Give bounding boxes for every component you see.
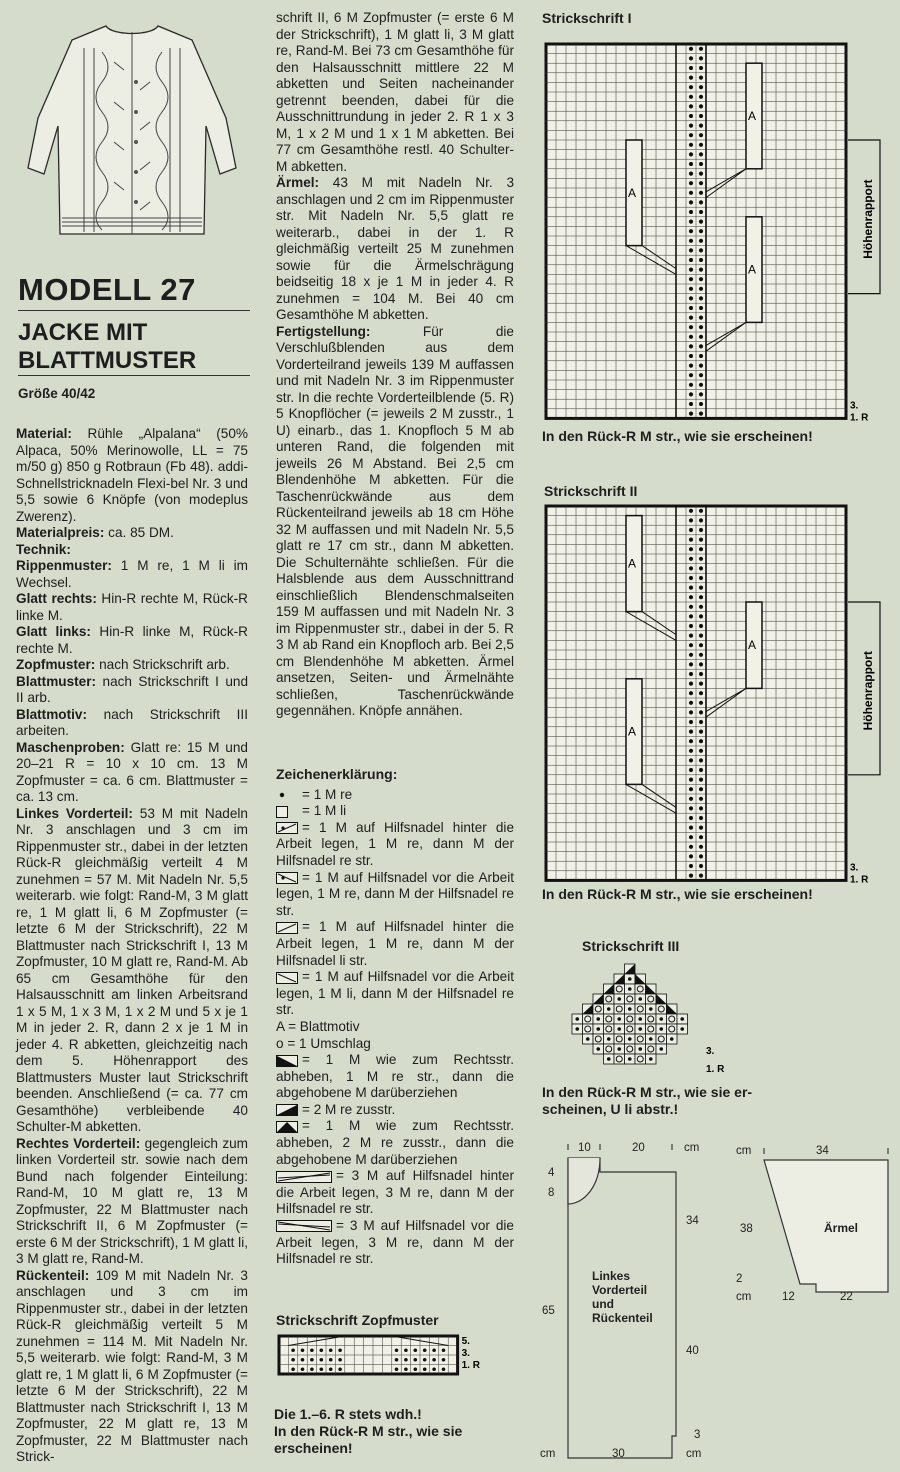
chart3-caption-line-1: In den Rück-R M str., wie sie er-	[542, 1084, 753, 1100]
knit-dot	[680, 1017, 684, 1021]
zopf-row-label: 5.	[461, 1336, 470, 1347]
dim-bottom-cm-left: cm	[540, 1448, 556, 1460]
paragraph-heading: Ärmel:	[276, 175, 320, 190]
dim-left-65: 65	[542, 1305, 555, 1317]
col1-paragraph	[16, 1136, 248, 1268]
pattern-front-back	[540, 1136, 720, 1468]
paragraph-heading: Material:	[16, 426, 72, 441]
motif-a-label: A	[628, 556, 637, 571]
legend-text: = 1 M auf Hilfsnadel hinter die Arbeit legen, 1 M re, dann M der Hilfsnadel re str.	[276, 819, 514, 868]
dim-bottom-cm-right: cm	[686, 1448, 702, 1460]
legend-item	[276, 1036, 514, 1053]
chart3-caption-line-2: scheinen, U li abstr.!	[542, 1101, 679, 1117]
legend-item	[276, 919, 514, 969]
zopf-chart-title: Strickschrift Zopfmuster	[276, 1312, 439, 1328]
legend-text: A = Blattmotiv	[276, 1018, 360, 1034]
knit-dot	[628, 1007, 632, 1011]
legend-text: = 1 M wie zum Rechtsstr. abheben, 2 M re zusstr., dann die abgehobene M darüberziehen	[276, 1118, 514, 1167]
col1-paragraph	[16, 740, 248, 806]
dim-bottom-30: 30	[612, 1448, 625, 1460]
knit-dot	[680, 1027, 684, 1031]
knit-dot	[628, 977, 632, 981]
paragraph-text: schrift II, 6 M Zopfmuster (= erste 6 M der Strickschrift), 1 M glatt li, 3 M glatt re, Rand-M. Bei 73 cm Gesamthöhe für den Halsausschnitt mittlere 22 M abketten und Seiten nacheinander getrennt beenden, dabei für die Ausschnittrundung in jeder 2. R 1 x 3 M, 1 x 2 M und 1 x 1 M abketten. Bei 77 cm Gesamthöhe restl. 40 Schulter-M abketten.	[276, 10, 514, 174]
legend-symbol-icon	[276, 1171, 332, 1183]
paragraph-text: 43 M mit Nadeln Nr. 3 anschlagen und 2 cm im Rippenmuster str. Mit Nadeln Nr. 5,5 glatt re weiterarb., dabei in der 1. R gleichmäßig verteilt 25 M zunehmen sowie für die Ärmelschrägung beidseitig 18 x je 1 M in jeder 4. R zunehmen = 104 M. Bei 40 cm Gesamthöhe M abketten.	[276, 175, 514, 322]
legend-item	[276, 1168, 514, 1218]
piece-label-3: und	[592, 1297, 614, 1311]
zopf-caption-line-2: In den Rück-R M str., wie sie erscheinen!	[274, 1423, 463, 1456]
knit-dot	[659, 1027, 663, 1031]
legend-symbol-icon	[276, 922, 298, 934]
dim-top-10: 10	[578, 1142, 591, 1154]
motif-a-label: A	[628, 185, 637, 200]
legend-symbol-icon	[276, 822, 298, 834]
motif-a-label: A	[748, 638, 757, 653]
col1-paragraph	[16, 657, 248, 674]
legend-text: = 1 M auf Hilfsnadel vor die Arbeit legen, 1 M re, dann M der Hilfsnadel re str.	[276, 869, 514, 918]
knit-dot	[649, 1007, 653, 1011]
paragraph-heading: Materialpreis:	[16, 525, 105, 540]
dim-right-3: 3	[694, 1429, 701, 1441]
piece-label-2: Vorderteil	[592, 1283, 648, 1297]
knit-dot	[617, 1027, 621, 1031]
sleeve-dim-38: 38	[740, 1223, 753, 1235]
col1-paragraph	[16, 542, 248, 559]
legend-symbol-icon	[276, 1121, 298, 1133]
hoehenrapport-label: Höhenrapport	[861, 651, 875, 731]
col2-paragraph	[276, 324, 514, 720]
chart3-grid	[570, 962, 730, 1078]
dim-top-cm: cm	[684, 1142, 700, 1154]
chart3-row-1: 1. R	[706, 1064, 725, 1075]
chart2-caption: In den Rück-R M str., wie sie erscheinen!	[542, 886, 813, 902]
knit-dot	[659, 1047, 663, 1051]
pattern-sleeve	[730, 1136, 896, 1336]
legend-text: = 2 M re zusstr.	[302, 1101, 396, 1117]
instructions-column-2	[276, 10, 514, 720]
paragraph-heading: Fertigstellung:	[276, 323, 371, 339]
knit-dot	[628, 1057, 632, 1061]
knit-dot	[638, 1017, 642, 1021]
paragraph-heading: Linkes Vorderteil:	[16, 805, 133, 821]
zopf-chart	[276, 1332, 488, 1382]
dim-top-20: 20	[632, 1142, 645, 1154]
knit-dot	[628, 987, 632, 991]
knit-dot	[638, 997, 642, 1001]
instructions-column-1	[16, 426, 248, 1466]
knit-dot	[617, 1047, 621, 1051]
size-label: Größe 40/42	[18, 386, 96, 401]
legend-text: = 1 M wie zum Rechtsstr. abheben, 1 M re str., dann die abgehobene M darüberziehen	[276, 1052, 514, 1101]
legend-text: = 1 M auf Hilfsnadel hinter die Arbeit legen, 1 M re, dann M der Hilfsnadel li str.	[276, 919, 514, 968]
paragraph-heading: Technik:	[16, 541, 71, 557]
col2-paragraph	[276, 10, 514, 175]
chart3-caption	[542, 1084, 752, 1118]
paragraph-text: 109 M mit Nadeln Nr. 3 anschlagen und 3 cm im Rippenmuster str., dabei in der letzten Rück-R gleichmäßig verteilt 5 M zunehmen = 114 M. Mit Nadeln Nr. 5,5 weiterarb. wie folgt: Rand-M, 3 M glatt re, 1 M glatt li, 6 M Zopfmuster (= letzte 6 M der Strickschrift), 22 M Blattmuster nach Strickschrift I, 13 M Zopfmuster, 22 M glatt re, 13 M Zopfmuster, 22 M Blattmuster nach Strick-	[16, 1267, 248, 1464]
paragraph-text: Hin-R rechte M, Rück-R linke M.	[16, 591, 249, 623]
sleeve-label: Ärmel	[824, 1221, 859, 1235]
chart1-title: Strickschrift I	[542, 10, 632, 26]
paragraph-heading: Blattmuster:	[16, 673, 97, 689]
legend-text: o = 1 Umschlag	[276, 1035, 371, 1051]
knit-dot	[596, 1017, 600, 1021]
col1-paragraph	[16, 558, 248, 591]
dim-left-4: 4	[548, 1167, 555, 1179]
zopf-row-label: 3.	[461, 1348, 470, 1359]
hoehenrapport-label: Höhenrapport	[861, 179, 875, 259]
legend-item	[276, 870, 514, 920]
knit-dot	[638, 1047, 642, 1051]
dim-right-40: 40	[686, 1345, 699, 1357]
legend-item	[276, 803, 514, 820]
sleeve-dim-34: 34	[816, 1145, 829, 1157]
paragraph-heading: Maschenproben:	[16, 739, 125, 755]
paragraph-heading: Rippenmuster:	[16, 558, 112, 573]
sleeve-cm-top: cm	[736, 1145, 752, 1157]
col1-paragraph	[16, 674, 248, 707]
paragraph-heading: Zopfmuster:	[16, 657, 96, 672]
legend-text: = 3 M auf Hilfsnadel hinter die Arbeit legen, 3 M re, dann M der Hilfsnadel re str.	[276, 1168, 514, 1217]
legend-item	[276, 1019, 514, 1036]
subtitle	[18, 319, 250, 376]
legend-item	[276, 1218, 514, 1268]
legend-text: = 3 M auf Hilfsnadel vor die Arbeit legen, 3 M re, dann M der Hilfsnadel re str.	[276, 1218, 514, 1267]
knit-dot	[659, 1017, 663, 1021]
paragraph-heading: Rechtes Vorderteil:	[16, 1135, 141, 1151]
col1-paragraph	[16, 426, 248, 525]
legend-symbol-icon	[276, 806, 298, 818]
motif-a-label: A	[748, 262, 757, 277]
chart2-title: Strickschrift II	[544, 483, 638, 499]
dim-left-8: 8	[548, 1187, 555, 1199]
zopf-caption-line-1: Die 1.–6. R stets wdh.!	[274, 1406, 422, 1422]
legend-symbol-icon	[276, 972, 298, 984]
legend-symbol-icon	[276, 1104, 298, 1116]
paragraph-text: ca. 85 DM.	[104, 525, 174, 540]
legend-item	[276, 1052, 514, 1102]
knit-dot	[649, 1057, 653, 1061]
legend-text: = 1 M auf Hilfsnadel vor die Arbeit legen, 1 M li, dann M der Hilfsnadel re str.	[276, 969, 514, 1018]
knit-dot	[638, 1027, 642, 1031]
zopf-row-label: 1. R	[461, 1360, 480, 1371]
knit-dot	[596, 1047, 600, 1051]
chart2-grid	[542, 502, 882, 892]
legend-symbol-icon	[276, 872, 298, 884]
knit-dot	[575, 1027, 579, 1031]
knit-dot	[607, 1037, 611, 1041]
paragraph-text: 1 M re, 1 M li im Wechsel.	[16, 558, 248, 590]
knit-dot	[575, 1017, 579, 1021]
legend-item	[276, 969, 514, 1019]
paragraph-text: nach Strickschrift arb.	[95, 657, 230, 672]
model-title: MODELL 27	[18, 272, 250, 311]
knit-dot	[617, 997, 621, 1001]
paragraph-text: gegengleich zum linken Vorderteil str. sowie nach dem Bund nach folgender Einteilung: Rand-M, 10 M glatt re, 13 M Zopfmuster, 22 M Blattmuster nach Strickschrift II, 6 M Zopfmuster (= erste 6 M der Strickschrift), 1 M glatt li, 3 M glatt re, Rand-M.	[16, 1135, 249, 1266]
legend-item	[276, 1102, 514, 1119]
col1-paragraph	[16, 1268, 248, 1466]
col1-paragraph	[16, 707, 248, 740]
legend-symbol-icon	[276, 1055, 298, 1067]
chart1-grid	[542, 40, 882, 432]
paragraph-text: Glatt re: 15 M und 20–21 R = 10 x 10 cm. 13 M Zopfmuster = ca. 6 cm. Blattmuster = ca. 13 cm.	[16, 739, 248, 804]
dim-right-34: 34	[686, 1215, 699, 1227]
chart3-row-3: 3.	[706, 1046, 715, 1057]
piece-label-1: Linkes	[592, 1269, 631, 1283]
legend-text: = 1 M re	[302, 786, 353, 802]
legend-item	[276, 1118, 514, 1168]
legend-item	[276, 787, 514, 804]
col1-paragraph	[16, 591, 248, 624]
paragraph-text: 53 M mit Nadeln Nr. 3 anschlagen und 3 cm im Rippenmuster str., dabei in der letzten Rück-R gleichmäßig verteilt 4 M zunehmen = 57 M. Mit Nadeln Nr. 5,5 weiterarb. wie folgt: Rand-M, 3 M glatt re, 1 M glatt li, 6 M Zopfmuster (= letzte 6 M der Strickschrift), 22 M Blattmuster nach Strickschrift I, 13 M Zopfmuster, 10 M glatt re, Rand-M. Ab 65 cm Gesamthöhe für den Halsausschnitt am linken Arbeitsrand 1 x 5 M, 1 x 3 M, 1 x 2 M und 5 x je 1 M in jeder 2. R, dann 2 x je 1 M in jeder 4. R abketten, gleichzeitig nach dem 5. Höhenrapport des Blattmusters Muster laut Strickschrift beenden. Anschließend (= ca. 77 cm Gesamthöhe) verbleibende 40 Schulter-M abketten.	[16, 805, 248, 1134]
legend-symbol-icon	[276, 789, 298, 801]
knit-dot	[617, 1017, 621, 1021]
knit-dot	[628, 1037, 632, 1041]
subtitle-line-2: BLATTMUSTER	[18, 347, 197, 374]
motif-a-label: A	[628, 724, 637, 739]
sleeve-dim-2: 2	[736, 1273, 743, 1285]
row-label-1: 1. R	[850, 412, 869, 424]
title-block	[18, 272, 250, 376]
sweater-illustration	[14, 22, 250, 244]
row-label-1: 1. R	[850, 874, 869, 886]
legend-item	[276, 820, 514, 870]
col1-paragraph	[16, 806, 248, 1136]
subtitle-line-1: JACKE MIT	[18, 319, 148, 346]
knit-dot	[586, 1037, 590, 1041]
zopf-caption	[274, 1406, 514, 1457]
paragraph-text: nach Strickschrift I und II arb.	[16, 673, 248, 705]
knit-dot	[607, 1007, 611, 1011]
paragraph-heading: Glatt links:	[16, 624, 91, 639]
chart1-caption: In den Rück-R M str., wie sie erscheinen!	[542, 428, 813, 444]
paragraph-text: Rühle „Alpalana“ (50% Alpaca, 50% Merinowolle, LL = 75 m/50 g) 850 g Rotbraun (Fb 48). addi-Schnellstricknadeln Flexi-bel Nr. 3 und 5,5 sowie 6 Knöpfe (von modeplus Zwerenz).	[16, 426, 248, 524]
paragraph-text: nach Strickschrift III arbeiten.	[16, 706, 248, 738]
col2-paragraph	[276, 175, 514, 324]
legend-symbol-icon	[276, 1220, 332, 1232]
paragraph-heading: Rückenteil:	[16, 1267, 90, 1283]
row-label-3: 3.	[850, 862, 859, 874]
sleeve-cm-bottom: cm	[736, 1291, 752, 1303]
knit-dot	[649, 1037, 653, 1041]
motif-a-label: A	[748, 109, 757, 123]
col1-paragraph	[16, 525, 248, 542]
sleeve-dim-12: 12	[782, 1291, 795, 1303]
chart3-title: Strickschrift III	[582, 938, 680, 954]
symbol-legend	[276, 766, 514, 1268]
sleeve-dim-22: 22	[840, 1291, 853, 1303]
paragraph-heading: Blattmotiv:	[16, 706, 87, 722]
legend-text: = 1 M li	[302, 803, 347, 819]
legend-title: Zeichenerklärung:	[276, 766, 398, 782]
paragraph-heading: Glatt rechts:	[16, 591, 97, 606]
knit-dot	[670, 1037, 674, 1041]
paragraph-text: Für die Verschlußblenden aus dem Vorderteilrand jeweils 139 M auffassen und mit Nadeln Nr. 3 im Rippenmuster str. In die rechte Vorderteilblende (5. R) 5 Knopflöcher (= jeweils 2 M zusstr., 1 U) einarb., das 1. Knopfloch 5 M ab unteren Rand, die folgenden mit jeweils 26 M Abstand. Bei 2,5 cm Blendenhöhe M abketten. Für die Taschenrückwände aus dem Rückenteilrand jeweils ab 18 cm Höhe 32 M auffassen und mit Nadeln Nr. 5,5 glatt re 17 cm str., dann M abketten. Die Schulternähte schließen. Für die Halsblende aus dem Ausschnittrand einschließlich Blendenschmalseiten 159 M auffassen und mit Nadeln Nr. 3 im Rippenmuster str., dabei in der 5. R 3 M ab Rand ein Knopfloch arb. Bei 2,5 cm Blendenhöhe M abketten. Ärmel ansetzen, Seiten- und Ärmelnähte schließen, Taschenrückwände gegennähen. Knöpfe annähen.	[276, 323, 514, 718]
knit-dot	[607, 1057, 611, 1061]
row-label-3: 3.	[850, 400, 859, 412]
paragraph-text: Hin-R linke M, Rück-R rechte M.	[16, 624, 248, 656]
piece-label-4: Rückenteil	[592, 1311, 653, 1325]
knit-dot	[596, 1027, 600, 1031]
col1-paragraph	[16, 624, 248, 657]
